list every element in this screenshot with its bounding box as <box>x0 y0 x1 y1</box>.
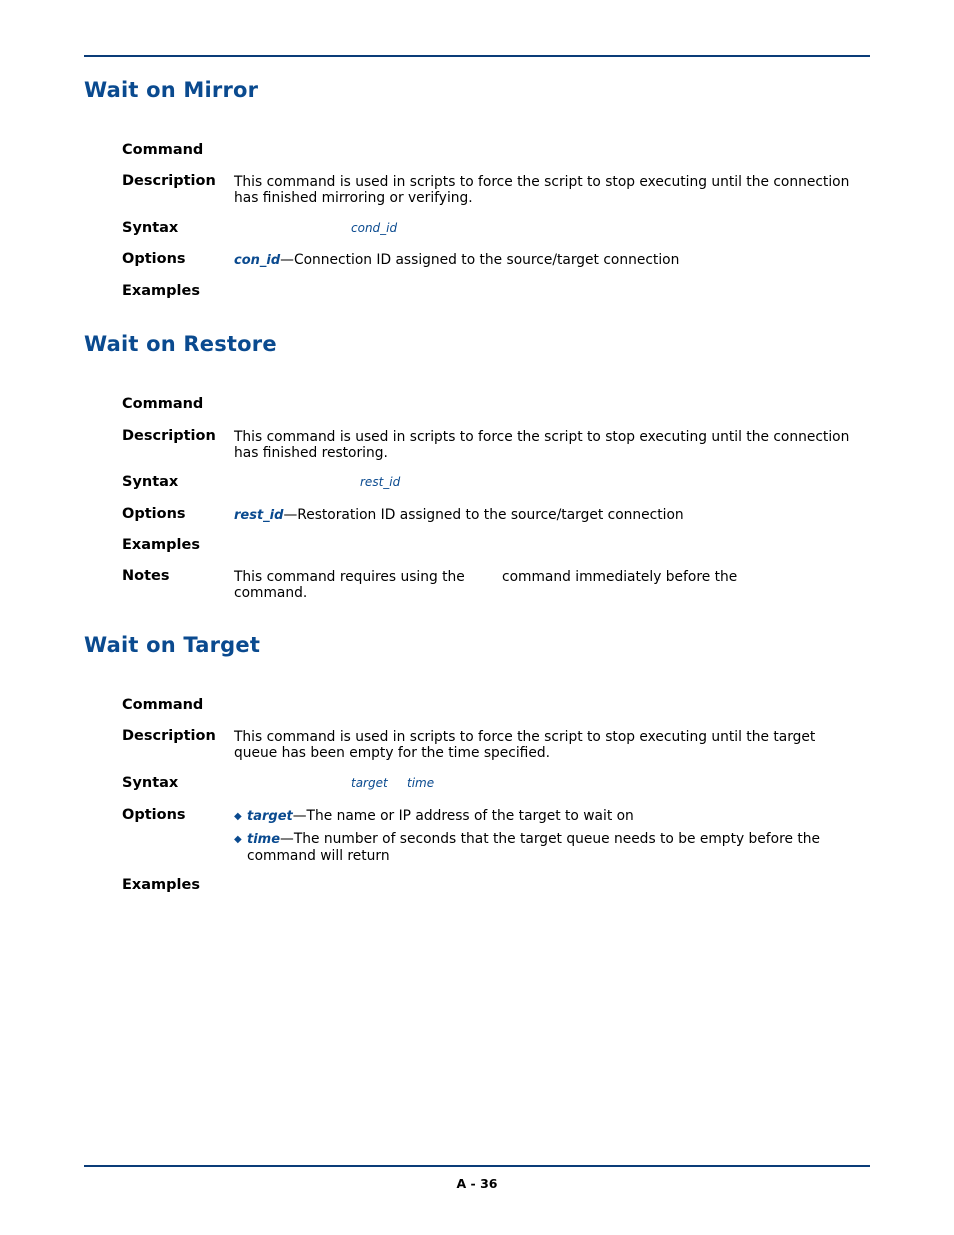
syntax-label: Syntax <box>122 474 179 490</box>
options-label: Options <box>122 506 186 522</box>
option-text: —Restoration ID assigned to the source/target connection <box>283 507 684 523</box>
notes-part3: command. <box>234 585 308 601</box>
command-label: Command <box>122 697 204 713</box>
option-item <box>234 252 854 269</box>
syntax-arg-target: target <box>351 776 388 790</box>
option-item <box>247 808 862 825</box>
option-item <box>247 831 862 864</box>
footer-rule <box>84 1165 870 1167</box>
description-label: Description <box>122 428 216 444</box>
options-label: Options <box>122 807 186 823</box>
syntax-arg-rest-id: rest_id <box>360 475 401 489</box>
header-rule <box>84 55 870 57</box>
section-title-wait-on-mirror: Wait on Mirror <box>84 78 259 102</box>
option-item <box>234 507 854 524</box>
option-name: rest_id <box>234 508 284 523</box>
option-name: con_id <box>234 253 281 268</box>
option-text: —Connection ID assigned to the source/target connection <box>280 252 680 268</box>
page-number: A - 36 <box>456 1176 498 1191</box>
notes-label: Notes <box>122 568 170 584</box>
option-name: target <box>247 809 293 824</box>
command-label: Command <box>122 396 204 412</box>
notes-part2: command immediately before the <box>502 569 738 585</box>
syntax-arg-time: time <box>407 776 435 790</box>
diamond-bullet-icon: ◆ <box>234 834 242 845</box>
diamond-bullet-icon: ◆ <box>234 811 242 822</box>
section-title-wait-on-restore: Wait on Restore <box>84 332 277 356</box>
command-label: Command <box>122 142 204 158</box>
option-text: —The number of seconds that the target queue needs to be empty before the command will return <box>247 831 820 864</box>
description-text: This command is used in scripts to force the script to stop executing until the target queue has been empty for the time specified. <box>234 729 816 761</box>
syntax-arg-cond-id: cond_id <box>351 221 398 235</box>
examples-label: Examples <box>122 283 200 299</box>
syntax-label: Syntax <box>122 220 179 236</box>
options-label: Options <box>122 251 186 267</box>
notes-part1: This command requires using the <box>234 569 465 585</box>
description-label: Description <box>122 728 216 744</box>
description-text: This command is used in scripts to force the script to stop executing until the connection has finished mirroring or verifying. <box>234 174 850 206</box>
section-title-wait-on-target: Wait on Target <box>84 633 261 657</box>
examples-label: Examples <box>122 877 200 893</box>
option-text: —The name or IP address of the target to wait on <box>292 808 634 824</box>
description-text: This command is used in scripts to force the script to stop executing until the connection has finished restoring. <box>234 429 850 461</box>
description-label: Description <box>122 173 216 189</box>
option-name: time <box>247 832 281 847</box>
syntax-label: Syntax <box>122 775 179 791</box>
examples-label: Examples <box>122 537 200 553</box>
